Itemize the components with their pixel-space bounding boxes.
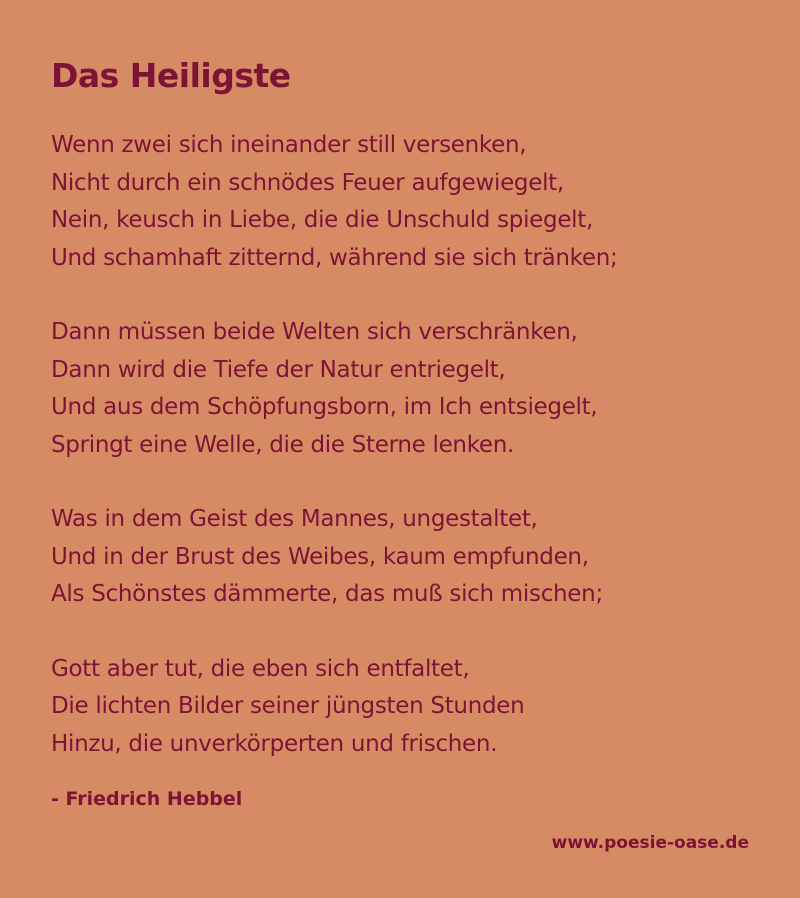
- stanza-4: [51, 651, 771, 764]
- poem-line: Springt eine Welle, die die Sterne lenken.: [51, 431, 515, 458]
- poem-line: Und schamhaft zitternd, während sie sich tränken;: [51, 244, 618, 271]
- poem-line: Was in dem Geist des Mannes, ungestaltet,: [51, 506, 538, 532]
- poem-line: Wenn zwei sich ineinander still versenken,: [51, 132, 527, 158]
- poem-author: - Friedrich Hebbel: [51, 788, 243, 810]
- poem-body: [51, 127, 771, 800]
- website-credit: www.poesie-oase.de: [551, 833, 749, 853]
- stanza-1: [51, 127, 771, 277]
- poem-line: Die lichten Bilder seiner jüngsten Stunden: [51, 693, 525, 719]
- poem-line: Und in der Brust des Weibes, kaum empfunden,: [51, 543, 589, 570]
- poem-line: Dann müssen beide Welten sich verschränken,: [51, 319, 578, 345]
- poem-line: Und aus dem Schöpfungsborn, im Ich entsiegelt,: [51, 394, 598, 420]
- poem-line: Dann wird die Tiefe der Natur entriegelt,: [51, 356, 506, 383]
- poem-title: Das Heiligste: [51, 56, 291, 95]
- poem-line: Als Schönstes dämmerte, das muß sich mischen;: [51, 581, 603, 607]
- poem-line: Nein, keusch in Liebe, die die Unschuld spiegelt,: [51, 207, 593, 233]
- poem-line: Hinzu, die unverkörperten und frischen.: [51, 730, 498, 757]
- stanza-2: [51, 314, 771, 464]
- poem-line: Gott aber tut, die eben sich entfaltet,: [51, 655, 470, 682]
- stanza-3: [51, 501, 771, 614]
- poem-line: Nicht durch ein schnödes Feuer aufgewiegelt,: [51, 169, 564, 196]
